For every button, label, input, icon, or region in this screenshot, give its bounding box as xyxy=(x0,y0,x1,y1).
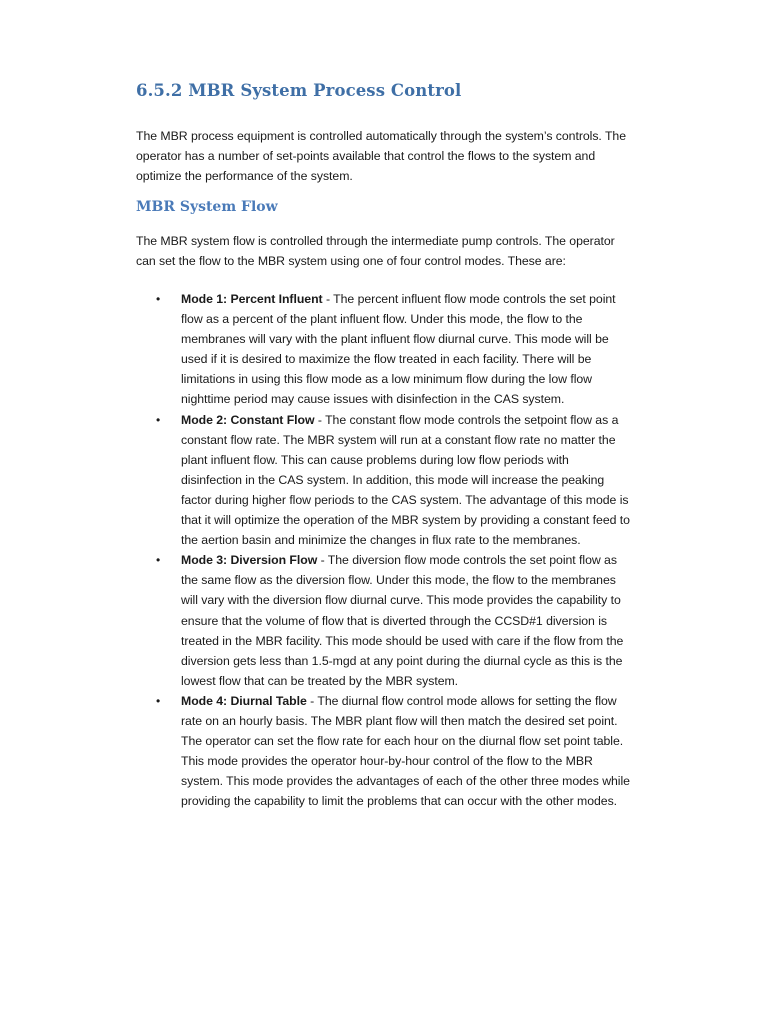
control-modes-list xyxy=(156,289,633,811)
mode-description: - The constant flow mode controls the setpoint flow as a constant flow rate. The MBR system will run at a constant flow rate no matter the plant influent flow. This can cause problems during low flow periods with disinfection in the CAS system. In addition, this mode will increase the peaking factor during higher flow periods to the CAS system. The advantage of this mode is that it will optimize the operation of the MBR system by providing a constant feed to the aertion basin and minimize the changes in flux rate to the membranes. xyxy=(181,412,630,548)
subsection-heading: MBR System Flow xyxy=(136,199,278,215)
intro-paragraph: The MBR process equipment is controlled automatically through the system’s controls. The operator has a number of set-points available that control the flows to the system and optimize the performance of the system. xyxy=(136,129,626,183)
bullet-icon: • xyxy=(156,693,161,708)
list-item-mode-3 xyxy=(156,550,633,691)
bullet-icon: • xyxy=(156,553,161,568)
bullet-icon: • xyxy=(156,292,161,306)
mode-title: Mode 3: Diversion Flow xyxy=(181,553,318,568)
mode-title: Mode 1: Percent Influent xyxy=(181,292,323,306)
list-item-mode-2 xyxy=(156,410,633,551)
flow-intro-paragraph: The MBR system flow is controlled through the intermediate pump controls. The operator can set the flow to the MBR system using one of four control modes. These are: xyxy=(136,234,615,268)
page-content xyxy=(136,78,636,811)
list-item-mode-4 xyxy=(156,691,633,812)
section-heading: 6.5.2 MBR System Process Control xyxy=(136,81,462,100)
mode-description: - The diversion flow mode controls the set point flow as the same flow as the diversion flow. Under this mode, the flow to the membranes will vary with the diversion flow diurnal curve. This mode provides the capability to ensure that the volume of flow that is diverted through the CCSD#1 diversion is treated in the MBR facility. This mode should be used with care if the flow from the diversion gets less than 1.5-mgd at any point during the diurnal cycle as this is the lowest flow that can be treated by the MBR system. xyxy=(181,553,624,688)
mode-description: - The diurnal flow control mode allows for setting the flow rate on an hourly basis. The MBR plant flow will then match the desired set point. The operator can set the flow rate for each hour on the diurnal flow set point table. This mode provides the operator hour-by-hour control of the flow to the MBR system. This mode provides the advantages of each of the other three modes while providing the capability to limit the problems that can occur with the other modes. xyxy=(181,693,630,809)
mode-title: Mode 4: Diurnal Table xyxy=(181,693,307,708)
list-item-mode-1 xyxy=(156,289,633,410)
bullet-icon: • xyxy=(156,412,161,427)
mode-title: Mode 2: Constant Flow xyxy=(181,412,315,427)
mode-description: - The percent influent flow mode controls the set point flow as a percent of the plant influent flow. Under this mode, the flow to the membranes will vary with the plant influent flow diurnal curve. This mode will be used if it is desired to maximize the flow treated in each facility. There will be limitations in using this flow mode as a low minimum flow during the low flow nighttime period may cause issues with disinfection in the CAS system. xyxy=(181,292,616,407)
